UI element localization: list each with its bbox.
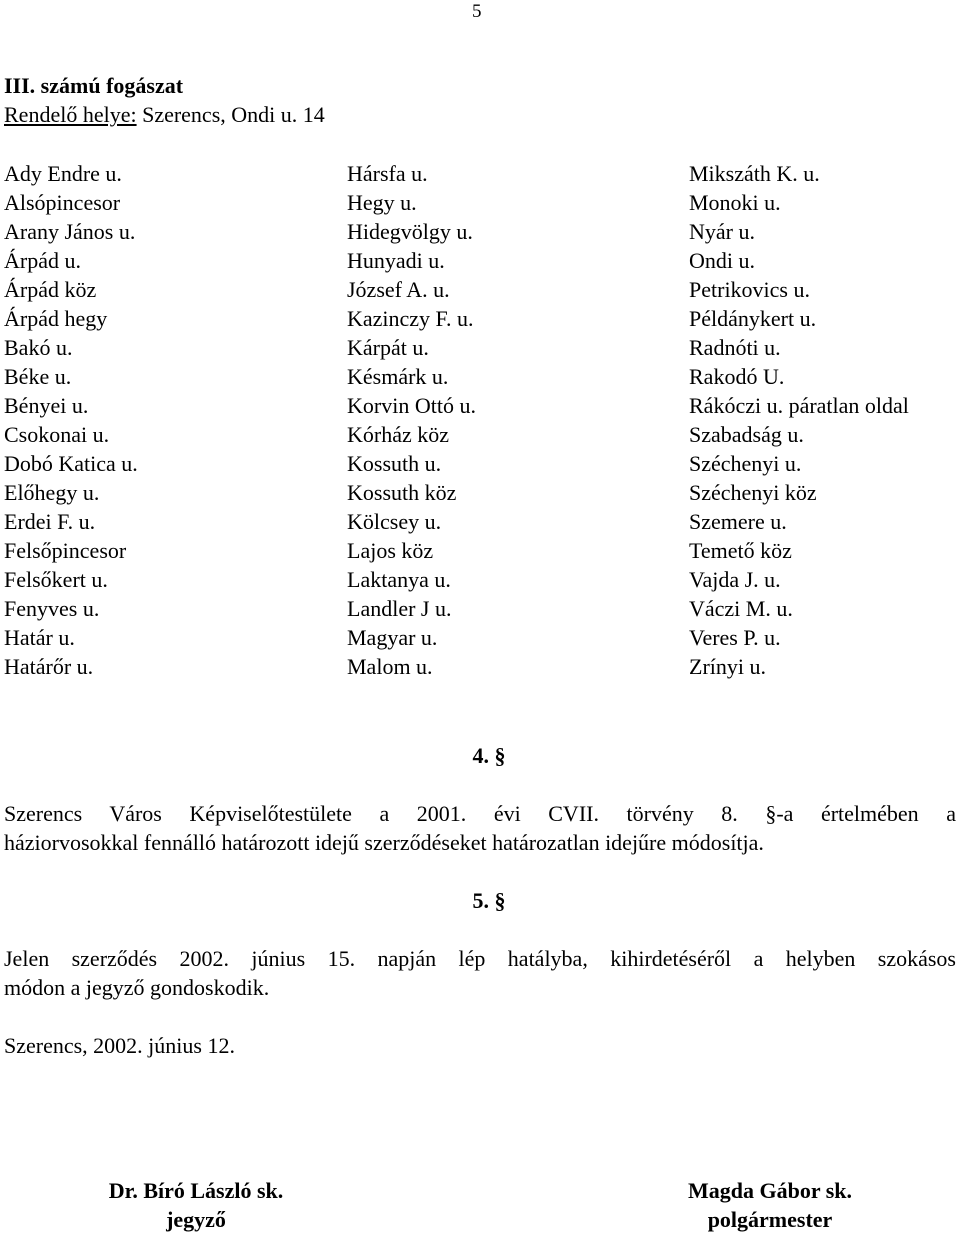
signature-notary-title: jegyző <box>166 1207 226 1232</box>
street-item: Kárpát u. <box>347 335 429 360</box>
dateline: Szerencs, 2002. június 12. <box>4 1033 235 1058</box>
street-item: Bakó u. <box>4 335 73 360</box>
street-item: Árpád hegy <box>4 306 108 331</box>
street-item: Dobó Katica u. <box>4 451 138 476</box>
street-item: Mikszáth K. u. <box>689 161 820 186</box>
office-location-label: Rendelő helye: <box>4 102 137 127</box>
office-location-value: Szerencs, Ondi u. 14 <box>136 102 325 127</box>
street-item: Felsőkert u. <box>4 567 108 592</box>
street-item: Árpád u. <box>4 248 81 273</box>
street-item: Hidegvölgy u. <box>347 219 473 244</box>
street-item: Monoki u. <box>689 190 781 215</box>
street-item: Váczi M. u. <box>689 596 793 621</box>
paragraph-4-line-2: háziorvosokkal fennálló határozott idejű szerződéseket határozatlan idejűre módosítja. <box>4 830 764 855</box>
signature-mayor-name: Magda Gábor sk. <box>687 1178 852 1203</box>
paragraph-5-line-2: módon a jegyző gondoskodik. <box>4 975 270 1000</box>
street-item: Nyár u. <box>689 219 755 244</box>
street-column-1 <box>4 159 138 681</box>
street-item: Széchenyi köz <box>689 480 817 505</box>
street-item: Kazinczy F. u. <box>347 306 474 331</box>
street-item: Korvin Ottó u. <box>347 393 476 418</box>
signature-notary <box>66 1176 326 1234</box>
street-item: Rákóczi u. páratlan oldal <box>689 393 909 418</box>
street-item: Szabadság u. <box>689 422 804 447</box>
street-item: Petrikovics u. <box>689 277 810 302</box>
street-item: Alsópincesor <box>4 190 121 215</box>
street-item: Rakodó U. <box>689 364 785 389</box>
street-item: Felsőpincesor <box>4 538 127 563</box>
paragraph-4-line-1: Szerencs Város Képviselőtestülete a 2001. évi CVII. törvény 8. §-a értelmében a <box>4 801 956 826</box>
street-item: Vajda J. u. <box>689 567 781 592</box>
street-item: Radnóti u. <box>689 335 781 360</box>
street-item: Árpád köz <box>4 277 97 302</box>
street-item: Temető köz <box>689 538 792 563</box>
street-item: Kölcsey u. <box>347 509 442 534</box>
street-item: Késmárk u. <box>347 364 449 389</box>
street-item: Béke u. <box>4 364 72 389</box>
street-item: Példánykert u. <box>689 306 817 331</box>
street-item: Kossuth u. <box>347 451 442 476</box>
street-item: Malom u. <box>347 654 433 679</box>
signature-mayor-title: polgármester <box>707 1207 833 1232</box>
paragraph-5 <box>4 944 956 1002</box>
section-number-4: 4. § <box>472 743 506 768</box>
street-item: Hunyadi u. <box>347 248 445 273</box>
street-column-2 <box>347 159 476 681</box>
signature-mayor <box>640 1176 900 1234</box>
page-number: 5 <box>472 1 482 22</box>
street-item: Szemere u. <box>689 509 787 534</box>
signature-notary-name: Dr. Bíró László sk. <box>108 1178 284 1203</box>
street-item: Ondi u. <box>689 248 755 273</box>
street-item: Landler J u. <box>347 596 452 621</box>
street-item: Határ u. <box>4 625 75 650</box>
paragraph-4 <box>4 799 956 857</box>
street-item: Széchenyi u. <box>689 451 802 476</box>
section-number-5: 5. § <box>472 888 506 913</box>
section-title: III. számú fogászat <box>4 73 184 98</box>
office-location <box>4 100 325 129</box>
street-item: Előhegy u. <box>4 480 100 505</box>
street-item: Hársfa u. <box>347 161 428 186</box>
street-item: Fenyves u. <box>4 596 100 621</box>
street-item: Lajos köz <box>347 538 434 563</box>
street-column-3 <box>689 159 909 681</box>
street-item: Kossuth köz <box>347 480 457 505</box>
street-item: Laktanya u. <box>347 567 451 592</box>
street-item: Ady Endre u. <box>4 161 122 186</box>
street-item: Határőr u. <box>4 654 94 679</box>
street-item: József A. u. <box>347 277 450 302</box>
street-item: Hegy u. <box>347 190 417 215</box>
section-heading <box>4 71 325 129</box>
street-item: Arany János u. <box>4 219 136 244</box>
street-item: Bényei u. <box>4 393 89 418</box>
street-item: Zrínyi u. <box>689 654 766 679</box>
street-item: Kórház köz <box>347 422 450 447</box>
street-item: Erdei F. u. <box>4 509 96 534</box>
paragraph-5-line-1: Jelen szerződés 2002. június 15. napján lép hatályba, kihirdetéséről a helyben szokásos <box>4 946 956 971</box>
street-item: Csokonai u. <box>4 422 110 447</box>
street-item: Veres P. u. <box>689 625 781 650</box>
street-item: Magyar u. <box>347 625 438 650</box>
